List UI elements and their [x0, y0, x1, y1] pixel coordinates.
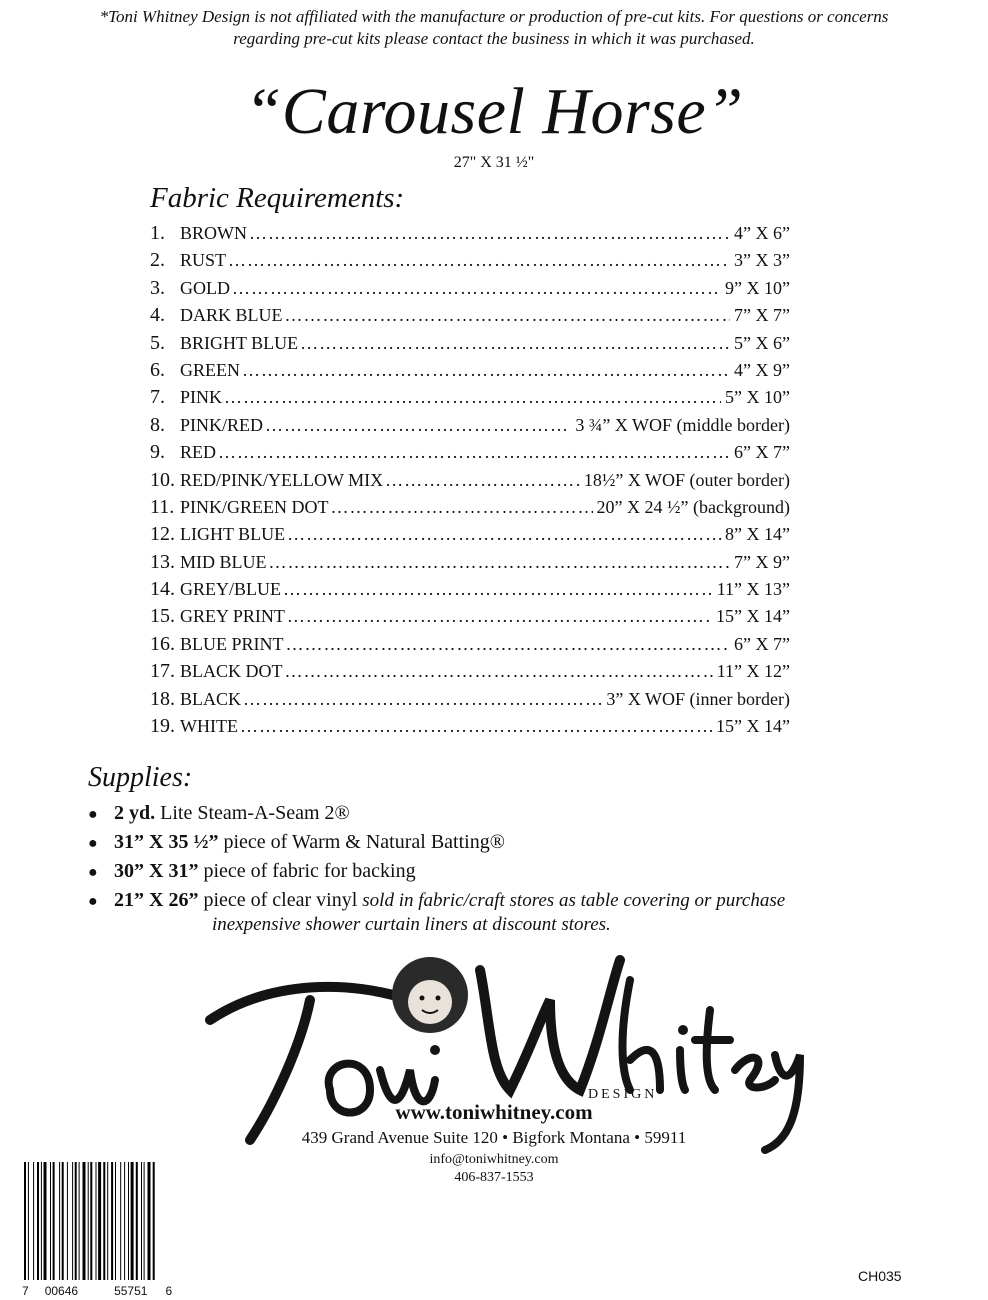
barcode-digit-group: 00646	[44, 1284, 79, 1298]
fabric-item-number: 19.	[150, 715, 175, 738]
fabric-item-amount: 20” X 24 ½” (background)	[596, 496, 790, 517]
barcode-bar	[79, 1162, 80, 1280]
fabric-item	[150, 633, 790, 660]
dot-leader	[269, 552, 731, 573]
fabric-item-amount: 5” X 6”	[734, 332, 790, 353]
fabric-item	[150, 715, 790, 742]
fabric-item-name: PINK/RED	[180, 414, 264, 435]
disclaimer	[0, 6, 988, 50]
website-link[interactable]: www.toniwhitney.com	[395, 1100, 593, 1124]
fabric-item-amount: 15” X 14”	[716, 606, 790, 627]
fabric-item-number: 17.	[150, 660, 175, 683]
fabric-item-name: PINK/GREEN DOT	[180, 496, 329, 517]
fabric-item-name: MID BLUE	[180, 551, 267, 572]
barcode-bar	[111, 1162, 113, 1280]
fabric-item-number: 11.	[150, 495, 175, 518]
fabric-item-number: 8.	[150, 413, 165, 436]
dot-leader	[300, 333, 730, 354]
fabric-item-amount: 3” X 3”	[734, 250, 790, 271]
fabric-item-amount: 8” X 14”	[725, 524, 790, 545]
barcode-bar	[62, 1162, 64, 1280]
fabric-item-amount: 3 ¾” X WOF (middle border)	[575, 414, 790, 435]
barcode-digits	[22, 1284, 222, 1298]
supply-item	[88, 802, 785, 831]
disclaimer-line-1: *Toni Whitney Design is not affiliated with the manufacture or production of pre-cut kits. For questions or concerns	[99, 7, 889, 26]
barcode-digit-group: 6	[165, 1284, 173, 1298]
supply-description: piece of fabric for backing	[198, 860, 416, 882]
barcode-bar	[88, 1162, 89, 1280]
dot-leader	[243, 689, 602, 710]
supply-note: sold in fabric/craft stores as table covering or purchase	[362, 890, 786, 911]
email-link[interactable]: info@toniwhitney.com	[429, 1152, 559, 1167]
fabric-item-number: 12.	[150, 523, 175, 546]
dot-leader	[218, 442, 730, 463]
barcode-bar	[44, 1162, 47, 1280]
fabric-item-number: 16.	[150, 632, 175, 655]
barcode-bar	[53, 1162, 55, 1280]
barcode-bar	[98, 1162, 101, 1280]
fabric-item	[150, 386, 790, 413]
fabric-item	[150, 441, 790, 468]
fabric-item-amount: 6” X 7”	[734, 633, 790, 654]
supply-note-continued: inexpensive shower curtain liners at discount stores.	[212, 914, 611, 935]
fabric-item-number: 18.	[150, 687, 175, 710]
barcode-bar	[131, 1162, 134, 1280]
fabric-item-amount: 5” X 10”	[725, 387, 790, 408]
barcode-bar	[90, 1162, 92, 1280]
fabric-item	[150, 496, 790, 523]
fabric-heading: Fabric Requirements:	[150, 182, 405, 214]
dot-leader	[287, 606, 712, 627]
barcode-bar	[37, 1162, 39, 1280]
barcode-bar	[50, 1162, 51, 1280]
logo-script-art	[190, 940, 810, 1160]
dot-leader	[283, 579, 713, 600]
supply-item	[88, 831, 785, 860]
fabric-item	[150, 605, 790, 632]
fabric-item-number: 1.	[150, 222, 165, 244]
dot-leader	[249, 223, 730, 244]
fabric-item	[150, 469, 790, 496]
dot-leader	[331, 497, 593, 518]
fabric-item-number: 5.	[150, 331, 165, 354]
fabric-item-amount: 11” X 12”	[716, 661, 790, 682]
fabric-item	[150, 578, 790, 605]
fabric-item-number: 3.	[150, 276, 165, 299]
fabric-item-amount: 4” X 9”	[734, 359, 790, 380]
barcode-bar	[148, 1162, 151, 1280]
fabric-item-number: 14.	[150, 578, 175, 601]
dot-leader	[224, 387, 721, 408]
supply-description: Lite Steam-A-Seam 2®	[155, 802, 350, 824]
fabric-item-number: 2.	[150, 249, 165, 272]
barcode-bar	[153, 1162, 155, 1280]
fabric-item	[150, 222, 790, 249]
fabric-item-name: WHITE	[180, 716, 238, 737]
fabric-item	[150, 332, 790, 359]
supply-description: piece of clear vinyl	[198, 889, 363, 911]
barcode-image	[22, 1162, 210, 1280]
fabric-item-amount: 6” X 7”	[734, 442, 790, 463]
fabric-item-number: 7.	[150, 386, 165, 409]
address: 439 Grand Avenue Suite 120 • Bigfork Montana • 59911	[301, 1128, 687, 1147]
barcode-bar	[24, 1162, 26, 1280]
barcode-bar	[67, 1162, 68, 1280]
fabric-item-name: GREY PRINT	[180, 606, 285, 627]
dot-leader	[385, 470, 580, 491]
logo-design-label: DESIGN	[588, 1087, 658, 1102]
barcode-bar	[144, 1162, 145, 1280]
fabric-item-number: 4.	[150, 304, 165, 327]
dot-leader	[286, 634, 731, 655]
dot-leader	[232, 278, 721, 299]
fabric-item-name: BLACK	[180, 688, 242, 709]
barcode-bar	[141, 1162, 142, 1280]
fabric-item	[150, 523, 790, 550]
barcode-bar	[83, 1162, 86, 1280]
barcode-bar	[72, 1162, 73, 1280]
barcode-bar	[59, 1162, 60, 1280]
barcode-bar	[33, 1162, 34, 1280]
fabric-item-number: 6.	[150, 358, 165, 381]
barcode-digit-group: 55751	[114, 1284, 148, 1298]
fabric-item-number: 15.	[150, 605, 175, 628]
fabric-item	[150, 688, 790, 715]
fabric-item-amount: 3” X WOF (inner border)	[606, 688, 790, 709]
fabric-item-number: 9.	[150, 441, 165, 464]
barcode-bar	[96, 1162, 97, 1280]
supplies-list	[88, 802, 785, 918]
fabric-item-name: GREY/BLUE	[180, 579, 281, 600]
dot-leader	[242, 360, 730, 381]
dot-leader	[285, 661, 713, 682]
fabric-item	[150, 304, 790, 331]
page-title: “Carousel Horse”	[244, 75, 744, 148]
fabric-item	[150, 359, 790, 386]
bullet-icon: ●	[88, 835, 98, 852]
barcode-bar	[120, 1162, 121, 1280]
barcode-bar	[75, 1162, 77, 1280]
barcode-bar	[103, 1162, 105, 1280]
fabric-item-name: RUST	[180, 250, 227, 271]
fabric-item-number: 10.	[150, 468, 175, 491]
barcode-bar	[28, 1162, 29, 1280]
barcode-bar	[124, 1162, 125, 1280]
fabric-item-amount: 18½” X WOF (outer border)	[583, 469, 790, 490]
fabric-item-name: PINK	[180, 387, 223, 408]
supply-description: piece of Warm & Natural Batting®	[218, 831, 505, 853]
barcode-bar	[41, 1162, 42, 1280]
product-code: CH035	[858, 1268, 902, 1284]
fabric-item-amount: 9” X 10”	[725, 277, 790, 298]
fabric-item-amount: 7” X 7”	[734, 305, 790, 326]
fabric-item-amount: 7” X 9”	[734, 551, 790, 572]
fabric-list	[150, 222, 790, 742]
fabric-item-name: GOLD	[180, 277, 230, 298]
barcode-bar	[136, 1162, 138, 1280]
bullet-icon: ●	[88, 893, 98, 910]
bullet-icon: ●	[88, 806, 98, 823]
fabric-item-name: BROWN	[180, 223, 247, 243]
dot-leader	[265, 415, 571, 436]
fabric-item-amount: 4” X 6”	[734, 223, 790, 243]
fabric-item-name: BLUE PRINT	[180, 633, 284, 654]
barcode-bar	[107, 1162, 108, 1280]
phone-number: 406-837-1553	[454, 1170, 534, 1185]
fabric-item-name: GREEN	[180, 359, 240, 380]
supply-quantity: 21” X 26”	[114, 889, 199, 911]
fabric-item-amount: 15” X 14”	[716, 716, 790, 737]
dot-leader	[287, 524, 721, 545]
bullet-icon: ●	[88, 864, 98, 881]
fabric-item-name: BLACK DOT	[180, 661, 283, 682]
fabric-item-amount: 11” X 13”	[716, 579, 790, 600]
fabric-item	[150, 414, 790, 441]
supply-item	[88, 860, 785, 889]
dot-leader	[240, 716, 712, 737]
barcode-bar	[128, 1162, 129, 1280]
supply-quantity: 30” X 31”	[114, 860, 199, 882]
fabric-item	[150, 249, 790, 276]
fabric-item-name: BRIGHT BLUE	[180, 332, 299, 353]
quilt-dimensions: 27" X 31 ½"	[453, 154, 535, 171]
supply-quantity: 31” X 35 ½”	[114, 831, 219, 853]
barcode-bar	[115, 1162, 116, 1280]
dot-leader	[228, 250, 730, 271]
fabric-item	[150, 551, 790, 578]
brand-logo	[190, 940, 810, 1160]
fabric-item-name: RED	[180, 442, 216, 463]
fabric-item-number: 13.	[150, 550, 175, 573]
disclaimer-line-2: regarding pre-cut kits please contact the business in which it was purchased.	[233, 29, 755, 48]
barcode-digit-group: 7	[22, 1284, 29, 1298]
supply-quantity: 2 yd.	[114, 802, 156, 824]
dot-leader	[285, 305, 731, 326]
fabric-item-name: DARK BLUE	[180, 305, 283, 326]
supplies-heading: Supplies:	[88, 762, 193, 793]
fabric-item-name: LIGHT BLUE	[180, 524, 286, 545]
fabric-item	[150, 277, 790, 304]
fabric-item-name: RED/PINK/YELLOW MIX	[180, 469, 384, 490]
fabric-item	[150, 660, 790, 687]
